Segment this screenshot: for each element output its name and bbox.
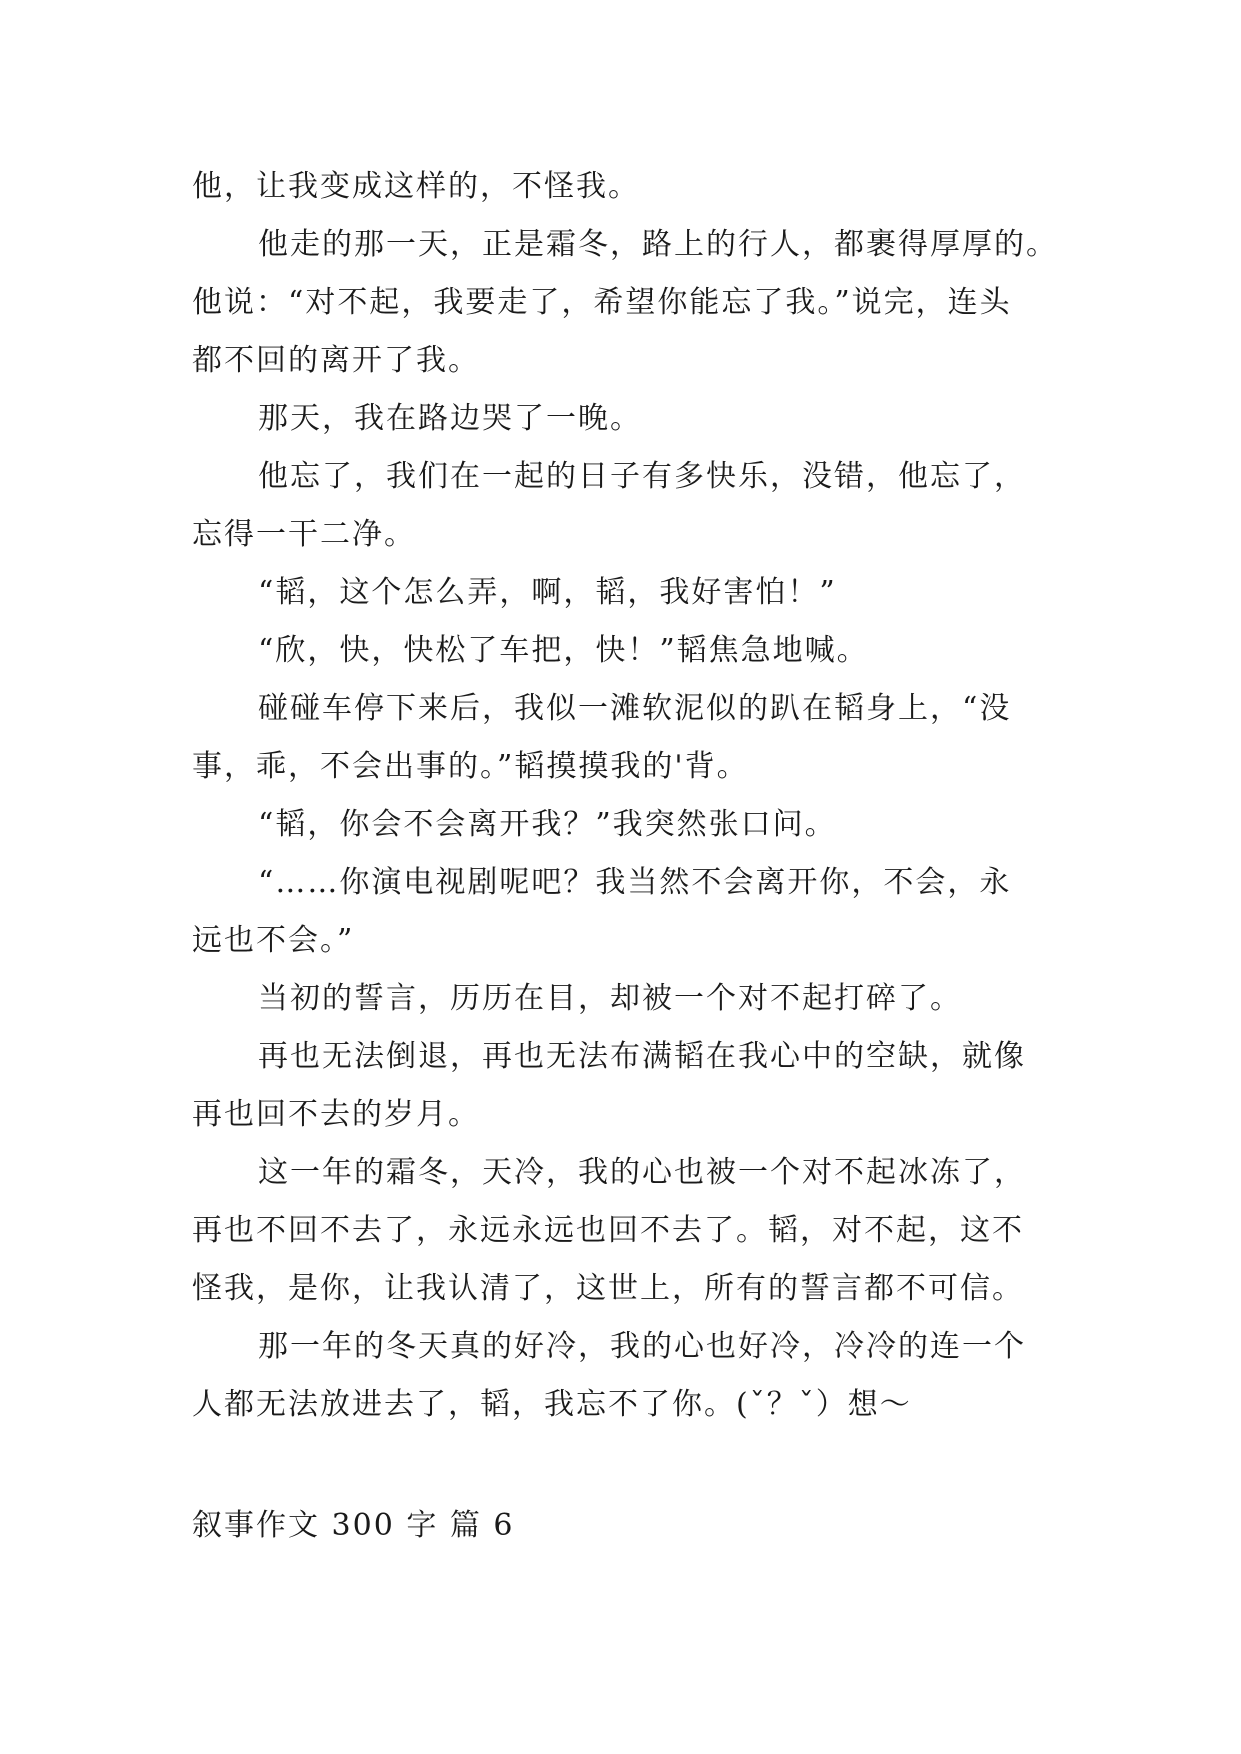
text-line: “欣，快，快松了车把，快！”韬焦急地喊。	[258, 633, 869, 668]
text-line: 他忘了，我们在一起的日子有多快乐，没错，他忘了，	[258, 459, 1026, 494]
text-line: 都不回的离开了我。	[192, 343, 480, 378]
text-line: “……你演电视剧呢吧？我当然不会离开你，不会，永	[258, 865, 1012, 900]
text-line: “韬，这个怎么弄，啊，韬，我好害怕！”	[258, 575, 837, 610]
text-line: 当初的誓言，历历在目，却被一个对不起打碎了。	[258, 981, 962, 1016]
text-line: 他，让我变成这样的，不怪我。	[192, 169, 640, 204]
text-line: 碰碰车停下来后，我似一滩软泥似的趴在韬身上，“没	[258, 691, 1012, 726]
text-line: “韬，你会不会离开我？”我突然张口问。	[258, 807, 837, 842]
body-text	[192, 158, 1062, 1434]
section-heading: 叙事作文 300 字 篇 6	[192, 1508, 515, 1543]
text-line: 忘得一干二净。	[192, 517, 416, 552]
text-line: 那天，我在路边哭了一晚。	[258, 401, 642, 436]
text-line: 人都无法放进去了，韬，我忘不了你。(ˇ？ˇ）想～	[192, 1387, 912, 1422]
text-line: 那一年的冬天真的好冷，我的心也好冷，冷冷的连一个	[258, 1329, 1026, 1364]
text-line: 再也不回不去了，永远永远也回不去了。韬，对不起，这不	[192, 1213, 1024, 1248]
text-line: 他说：“对不起，我要走了，希望你能忘了我。”说完，连头	[192, 285, 1012, 320]
text-line: 远也不会。”	[192, 923, 355, 958]
text-line: 这一年的霜冬，天冷，我的心也被一个对不起冰冻了，	[258, 1155, 1026, 1190]
text-line: 怪我，是你，让我认清了，这世上，所有的誓言都不可信。	[192, 1271, 1024, 1306]
text-line: 再也回不去的岁月。	[192, 1097, 480, 1132]
text-line: 再也无法倒退，再也无法布满韬在我心中的空缺，就像	[258, 1039, 1026, 1074]
text-line: 事，乖，不会出事的。”韬摸摸我的'背。	[192, 749, 749, 784]
text-line: 他走的那一天，正是霜冬，路上的行人，都裹得厚厚的。	[258, 227, 1058, 262]
